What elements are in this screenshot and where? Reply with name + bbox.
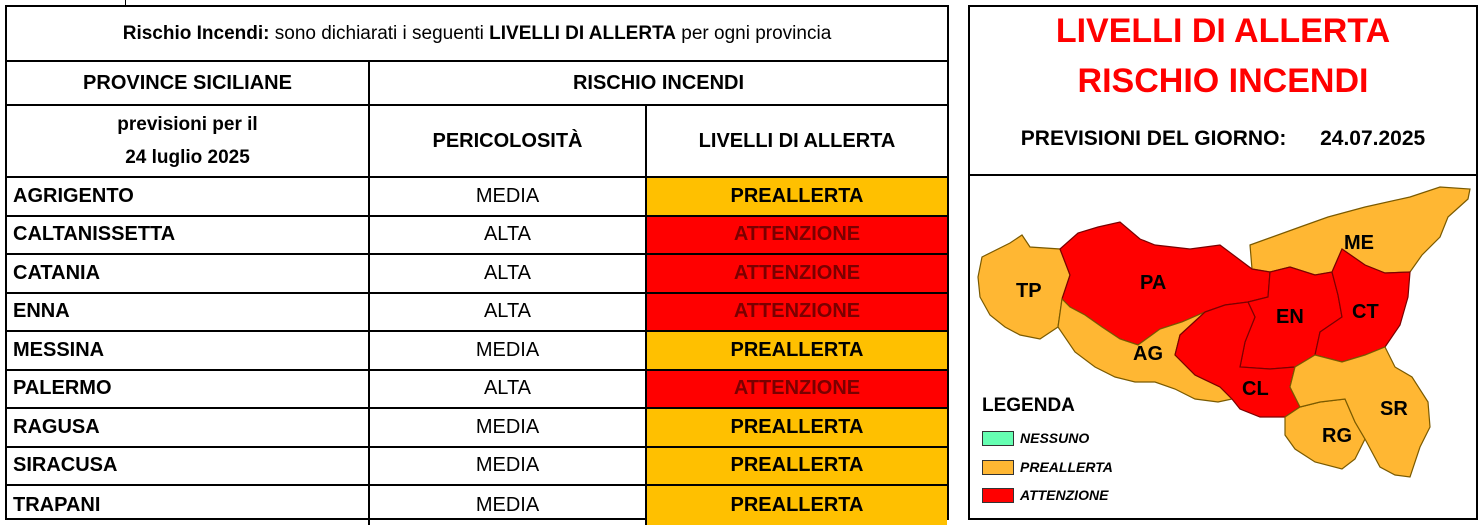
pericolosita-value: ALTA <box>370 255 647 294</box>
livello-badge: PREALLERTA <box>647 178 947 217</box>
legend-swatch-nessuno <box>982 431 1014 446</box>
map-label-cl: CL <box>1242 378 1269 400</box>
map-label-ag: AG <box>1133 343 1163 365</box>
map-label-me: ME <box>1344 232 1374 254</box>
pericolosita-value: MEDIA <box>370 178 647 217</box>
province-name: CALTANISSETTA <box>7 217 370 256</box>
map-label-sr: SR <box>1380 398 1408 420</box>
map-label-rg: RG <box>1322 425 1352 447</box>
caption-mid: sono dichiarati i seguenti <box>274 22 484 44</box>
pericolosita-value: MEDIA <box>370 409 647 448</box>
date-label: PREVISIONI DEL GIORNO: <box>1020 127 1287 150</box>
legend-item-attenzione <box>982 487 1108 503</box>
forecast-date-cell <box>7 106 370 178</box>
allerta-table <box>5 5 949 520</box>
livello-badge: PREALLERTA <box>647 409 947 448</box>
pericolosita-value: ALTA <box>370 371 647 410</box>
map-label-pa: PA <box>1140 272 1167 294</box>
col-province-header: PROVINCE SICILIANE <box>7 62 370 106</box>
livello-badge: PREALLERTA <box>647 486 947 525</box>
panel-title-line2: RISCHIO INCENDI <box>1077 62 1369 100</box>
province-name: TRAPANI <box>7 486 370 525</box>
pericolosita-value: MEDIA <box>370 486 647 525</box>
legend-label-preallerta: PREALLERTA <box>1020 459 1113 475</box>
province-name: ENNA <box>7 294 370 333</box>
caption-bold-lead: Rischio Incendi: <box>122 22 270 44</box>
province-name: PALERMO <box>7 371 370 410</box>
province-name: MESSINA <box>7 332 370 371</box>
legend-item-preallerta <box>982 459 1113 475</box>
livello-badge: ATTENZIONE <box>647 294 947 333</box>
livello-badge: ATTENZIONE <box>647 371 947 410</box>
province-name: AGRIGENTO <box>7 178 370 217</box>
legend-label-attenzione: ATTENZIONE <box>1020 487 1109 503</box>
livello-badge: PREALLERTA <box>647 332 947 371</box>
livello-badge: ATTENZIONE <box>647 217 947 256</box>
legend-swatch-attenzione <box>982 488 1014 503</box>
col-pericolosita-header: PERICOLOSITÀ <box>370 106 647 178</box>
col-rischio-header: RISCHIO INCENDI <box>370 62 947 106</box>
pericolosita-value: ALTA <box>370 294 647 333</box>
legend-swatch-preallerta <box>982 460 1014 475</box>
forecast-date-row <box>970 127 1476 151</box>
map-label-ct: CT <box>1352 301 1379 323</box>
pericolosita-value: MEDIA <box>370 448 647 487</box>
province-name: CATANIA <box>7 255 370 294</box>
date-value: 24.07.2025 <box>1320 127 1426 150</box>
pericolosita-value: MEDIA <box>370 332 647 371</box>
livello-badge: ATTENZIONE <box>647 255 947 294</box>
province-name: RAGUSA <box>7 409 370 448</box>
legend-item-nessuno <box>982 430 1089 446</box>
pericolosita-value: ALTA <box>370 217 647 256</box>
col-livelli-header: LIVELLI DI ALLERTA <box>647 106 947 178</box>
panel-divider <box>970 174 1476 176</box>
map-label-tp: TP <box>1016 280 1042 302</box>
legend-title: LEGENDA <box>982 395 1075 416</box>
livello-badge: PREALLERTA <box>647 448 947 487</box>
forecast-line1: previsioni per il <box>117 114 258 135</box>
forecast-line2: 24 luglio 2025 <box>125 147 250 168</box>
province-name: SIRACUSA <box>7 448 370 487</box>
map-panel <box>968 5 1478 520</box>
legend-label-nessuno: NESSUNO <box>1020 430 1090 446</box>
table-caption <box>7 7 947 62</box>
map-label-en: EN <box>1276 306 1304 328</box>
caption-bold-mid: LIVELLI DI ALLERTA <box>489 22 676 44</box>
caption-tail: per ogni provincia <box>681 22 832 44</box>
panel-title-line1: LIVELLI DI ALLERTA <box>1055 12 1391 50</box>
